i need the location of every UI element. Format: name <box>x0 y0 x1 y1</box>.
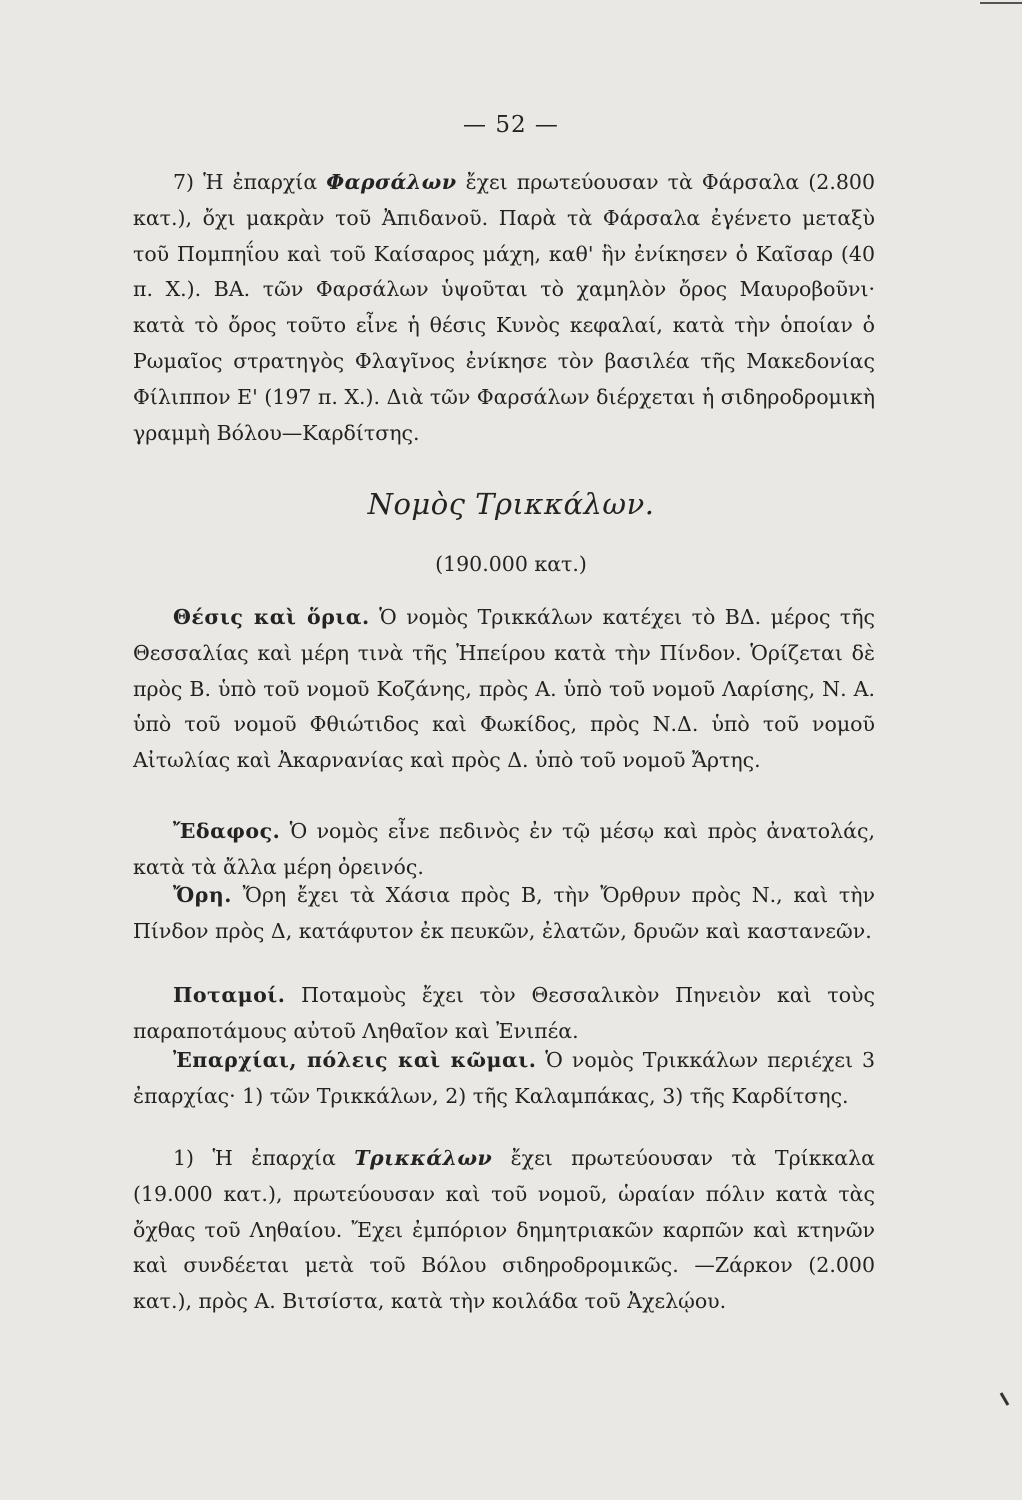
paragraph-text: Ὁ νομὸς Τρικκάλων περιέχει 3 ἐπαρχίας· 1) τῶν Τρικκάλων, 2) τῆς Καλαμπάκας, 3) τῆς Καρδίτσης. <box>133 1048 875 1108</box>
section-heading: Νομὸς Τρικκάλων. <box>367 487 655 521</box>
paragraph-rivers <box>133 978 875 1050</box>
margin-mark <box>1000 1392 1010 1406</box>
paragraph-farsala <box>133 165 875 451</box>
paragraph-lead: Θέσις καὶ ὅρια. <box>173 605 370 629</box>
section-population: (190.000 κατ.) <box>435 552 587 576</box>
paragraph-lead: Ἔδαφος. <box>173 819 281 843</box>
paragraph-text: ἔχει πρωτεύουσαν τὰ Φάρσαλα (2.800 κατ.), ὄχι μακρὰν τοῦ Ἀπιδανοῦ. Παρὰ τὰ Φάρσαλα ἐγένετο μεταξὺ τοῦ Πομπηΐου καὶ τοῦ Καίσαρος μάχη, καθ' ἣν ἐνίκησεν ὁ Καῖσαρ (40 π. Χ.). ΒΑ. τῶν Φαρσάλων ὑψοῦται τὸ χαμηλὸν ὄρος Μαυροβοῦνι· κατὰ τὸ ὄρος τοῦτο εἶνε ἡ θέσις Κυνὸς κεφαλαί, κατὰ τὴν ὁποίαν ὁ Ρωμαῖος στρατηγὸς Φλαγῖνος ἐνίκησε τὸν βασιλέα τῆς Μακεδονίας Φίλιππον Ε' (197 π. Χ.). Διὰ τῶν Φαρσάλων διέρχεται ἡ σιδηροδρομικὴ γραμμὴ Βόλου—Καρδίτσης. <box>133 170 875 445</box>
paragraph-lead: Ποταμοί. <box>173 983 286 1007</box>
paragraph-text: ἔχει πρωτεύουσαν τὰ Τρίκκαλα (19.000 κατ.), πρωτεύουσαν καὶ τοῦ νομοῦ, ὡραίαν πόλιν κατὰ τὰς ὄχθας τοῦ Ληθαίου. Ἔχει ἐμπόριον δημητριακῶν καρπῶν καὶ κτηνῶν καὶ συνδέεται μετὰ τοῦ Βόλου σιδηροδρομικῶς. —Ζάρκον (2.000 κατ.), πρὸς Α. Βιτσίστα, κατὰ τὴν κοιλάδα τοῦ Ἀχελῴου. <box>133 1146 875 1314</box>
paragraph-trikala <box>133 1141 875 1320</box>
page-number: — 52 — <box>463 112 559 138</box>
paragraph-text: 7) Ἡ ἐπαρχία <box>173 170 327 194</box>
paragraph-text: 1) Ἡ ἐπαρχία <box>173 1146 355 1170</box>
province-name-trikala: Τρικκάλων <box>354 1146 493 1170</box>
province-name-farsala: Φαρσάλων <box>326 170 457 194</box>
paragraph-lead: Ἐπαρχίαι, πόλεις καὶ κῶμαι. <box>173 1048 537 1072</box>
paragraph-text: Ὄρη ἔχει τὰ Χάσια πρὸς Β, τὴν Ὄρθρυν πρὸς Ν., καὶ τὴν Πίνδον πρὸς Δ, κατάφυτον ἐκ πευκῶν, ἐλατῶν, δρυῶν καὶ καστανεῶν. <box>133 883 875 943</box>
paragraph-mountains <box>133 878 875 950</box>
paragraph-terrain <box>133 814 875 886</box>
paragraph-position-borders <box>133 600 875 779</box>
scan-edge-line <box>980 2 1022 4</box>
paragraph-text: Ποταμοὺς ἔχει τὸν Θεσσαλικὸν Πηνειὸν καὶ τοὺς παραποτάμους αὐτοῦ Ληθαῖον καὶ Ἐνιπέα. <box>133 983 875 1043</box>
paragraph-lead: Ὄρη. <box>173 883 232 907</box>
paragraph-provinces <box>133 1043 875 1115</box>
paragraph-text: Ὁ νομὸς Τρικκάλων κατέχει τὸ ΒΔ. μέρος τῆς Θεσσαλίας καὶ μέρη τινὰ τῆς Ἠπείρου κατὰ τὴν Πίνδον. Ὁρίζεται δὲ πρὸς Β. ὑπὸ τοῦ νομοῦ Κοζάνης, πρὸς Α. ὑπὸ τοῦ νομοῦ Λαρίσης, Ν. Α. ὑπὸ τοῦ νομοῦ Φθιώτιδος καὶ Φωκίδος, πρὸς Ν.Δ. ὑπὸ τοῦ νομοῦ Αἰτωλίας καὶ Ἀκαρνανίας καὶ πρὸς Δ. ὑπὸ τοῦ νομοῦ Ἄρτης. <box>133 605 875 773</box>
paragraph-text: Ὁ νομὸς εἶνε πεδινὸς ἐν τῷ μέσῳ καὶ πρὸς ἀνατολάς, κατὰ τὰ ἄλλα μέρη ὀρεινός. <box>133 819 875 879</box>
